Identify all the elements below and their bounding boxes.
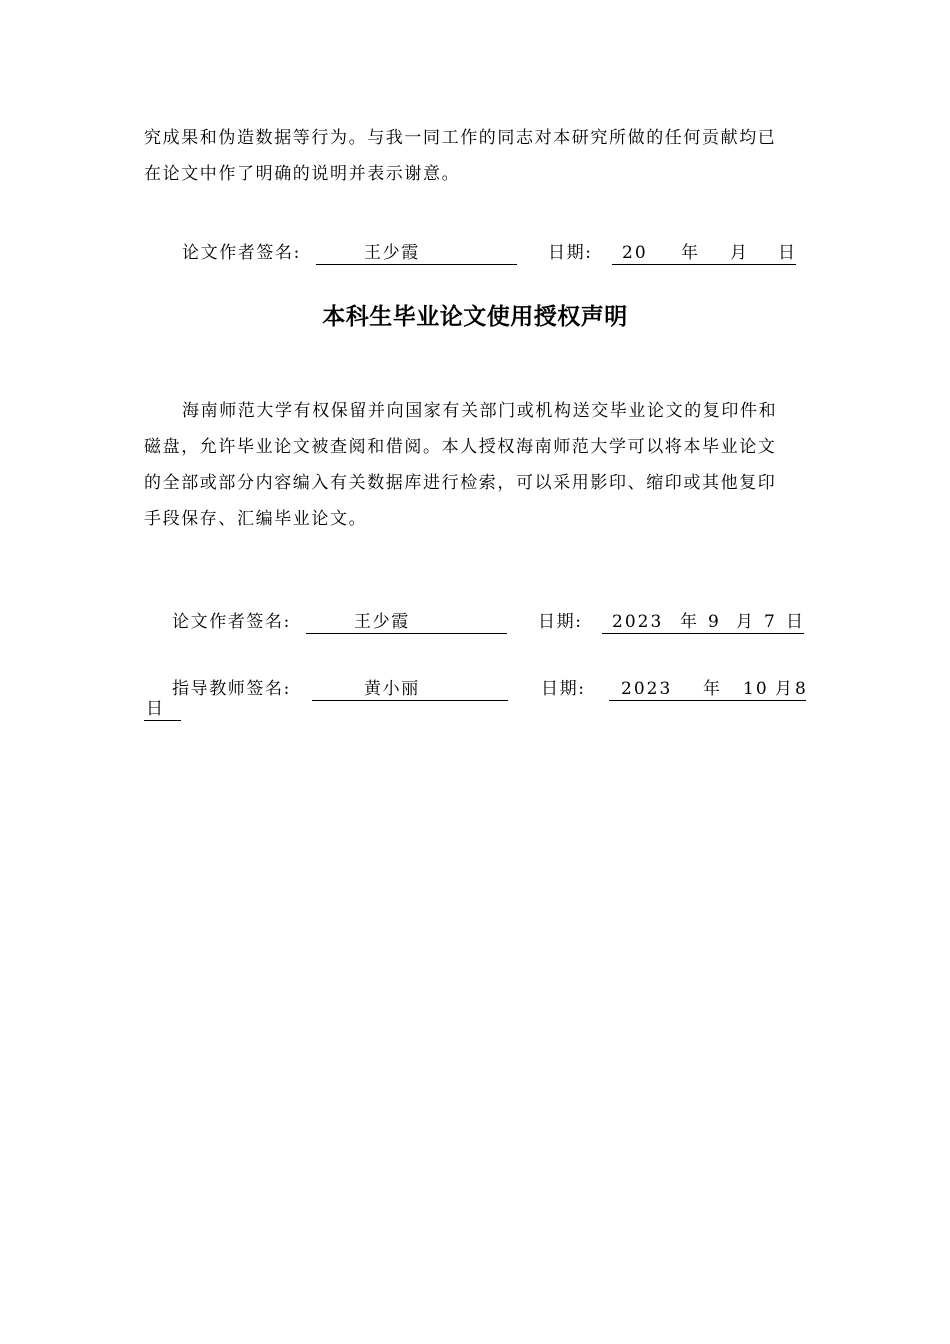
date-month: 9 (708, 612, 721, 632)
date-year: 20 (622, 243, 648, 263)
date-year: 2023 (612, 612, 664, 632)
paragraph-line: 手段保存、汇编毕业论文。 (144, 509, 368, 529)
day-unit: 日 (146, 699, 163, 719)
day-unit: 日 (778, 243, 795, 263)
author-name: 王少霞 (364, 243, 420, 263)
date-year: 2023 (621, 679, 673, 699)
date-label: 日期: (548, 243, 593, 263)
author-name: 王少霞 (354, 612, 410, 632)
date-day: 8 (795, 679, 808, 699)
date-day: 7 (764, 612, 777, 632)
date-field-continuation[interactable] (144, 698, 181, 721)
month-unit: 月 (730, 243, 747, 263)
date-field[interactable] (609, 678, 806, 701)
advisor-signature-field[interactable] (312, 678, 508, 701)
date-field[interactable] (612, 242, 796, 265)
year-unit: 年 (680, 612, 697, 632)
author-signature-label: 论文作者签名: (182, 243, 301, 263)
paragraph-line: 究成果和伪造数据等行为。与我一同工作的同志对本研究所做的任何贡献均已 (144, 128, 777, 148)
section-title: 本科生毕业论文使用授权声明 (322, 304, 628, 330)
date-field[interactable] (602, 611, 804, 634)
author-signature-label: 论文作者签名: (172, 612, 291, 632)
day-unit: 日 (786, 612, 803, 632)
date-label: 日期: (538, 612, 583, 632)
paragraph-line: 海南师范大学有权保留并向国家有关部门或机构送交毕业论文的复印件和 (182, 401, 778, 421)
author-signature-field[interactable] (316, 242, 517, 265)
advisor-signature-label: 指导教师签名: (172, 679, 291, 699)
date-label: 日期: (541, 679, 586, 699)
month-unit: 月 (775, 679, 792, 699)
paragraph-line: 的全部或部分内容编入有关数据库进行检索，可以采用影印、缩印或其他复印 (144, 473, 777, 493)
paragraph-line: 磁盘，允许毕业论文被查阅和借阅。本人授权海南师范大学可以将本毕业论文 (144, 437, 777, 457)
year-unit: 年 (703, 679, 720, 699)
paragraph-line: 在论文中作了明确的说明并表示谢意。 (144, 164, 461, 184)
date-month: 10 (743, 679, 769, 699)
month-unit: 月 (736, 612, 753, 632)
year-unit: 年 (681, 243, 698, 263)
advisor-name: 黄小丽 (364, 679, 420, 699)
author-signature-field[interactable] (306, 611, 507, 634)
